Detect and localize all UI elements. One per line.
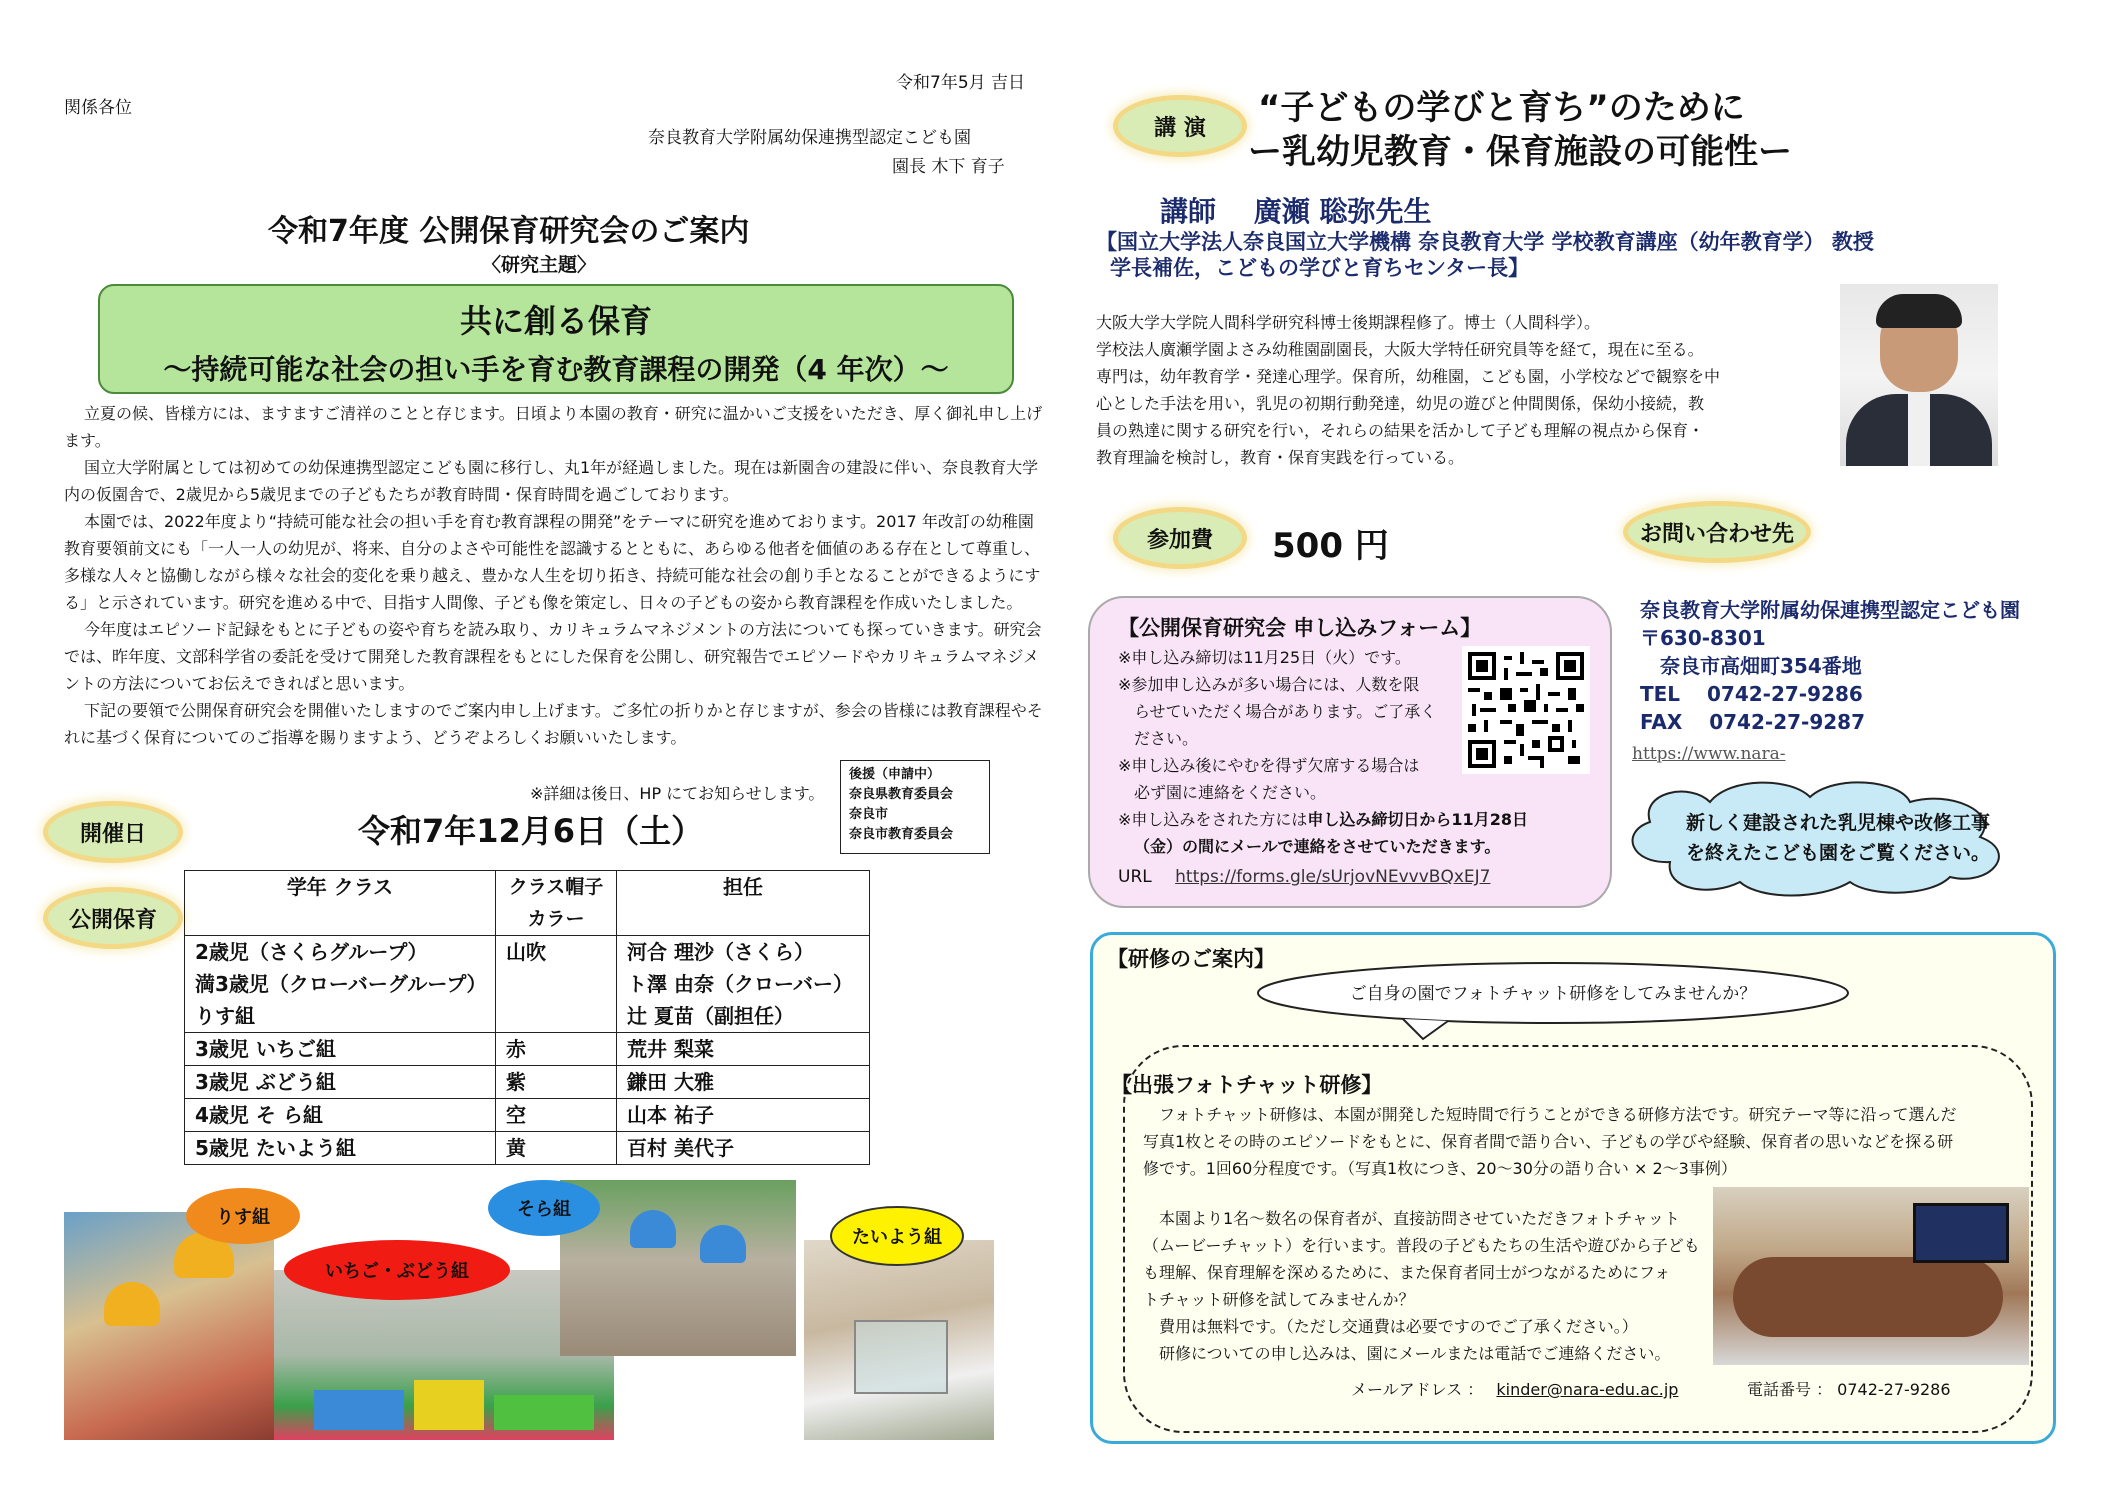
form-notes: [1118, 644, 1448, 806]
table-cell: 鎌田 大雅: [617, 1066, 870, 1099]
form-note: らせていただく場合があります。ご了承く: [1118, 702, 1437, 721]
cell-line: りす組: [195, 1004, 255, 1028]
cloud-line: を終えたこども園をご覧ください。: [1686, 842, 1991, 864]
recipients: 関係各位: [64, 98, 132, 118]
outreach-text-2: [1143, 1205, 1703, 1367]
speaker-bio: [1096, 309, 1836, 471]
bio-line: 専門は，幼年教育学・発達心理学。保育所，幼稚園，こども園，小学校などで観察を中: [1096, 367, 1721, 386]
website-link[interactable]: https://www.nara-: [1632, 744, 1786, 764]
table-header: 学年 クラス: [185, 871, 496, 936]
table-cell: 3歳児 いちご組: [185, 1033, 496, 1066]
table-row: [185, 936, 870, 1033]
outreach-title: 【出張フォトチャット研修】: [1111, 1073, 1383, 1097]
theme-box: [98, 284, 1014, 394]
outreach-line: 修です。1回60分程度です。（写真1枚につき、20～30分の語り合い × 2～3事例）: [1143, 1159, 1737, 1178]
form-note: ※申し込みをされた方には: [1118, 810, 1308, 829]
outreach-text: [1143, 1101, 2023, 1182]
phone-number: 電話番号 ： 0742-27-9286: [1747, 1380, 1951, 1399]
application-form-box: [1088, 596, 1612, 908]
theme-sub: ～持続可能な社会の担い手を育む教育課程の開発（4 年次）～: [163, 353, 949, 386]
training-box: [1090, 932, 2056, 1444]
table-cell: 4歳児 そ ら組: [185, 1099, 496, 1132]
contact-line: FAX 0742-27-9287: [1640, 710, 1865, 734]
email-label: メールアドレス ：: [1351, 1380, 1484, 1399]
table-row: [185, 1099, 870, 1132]
event-date: 令和7年12月6日（土）: [358, 812, 704, 850]
training-title: 【研修のご案内】: [1107, 947, 1275, 971]
table-header-row: [185, 871, 870, 936]
form-note-bold: 申し込み締切日から11月28日: [1307, 810, 1528, 829]
support-item: 奈良市: [849, 807, 889, 822]
label-risu: りす組: [186, 1188, 300, 1244]
cell-line: 辻 夏苗（副担任）: [627, 1004, 794, 1028]
outreach-line: （ムービーチャット）を行います。普段の子どもたちの生活や遊びから子ども: [1143, 1236, 1700, 1255]
table-cell: 山本 祐子: [617, 1099, 870, 1132]
form-url-row: [1118, 864, 1490, 891]
table-cell: [617, 936, 870, 1033]
training-photo: [1713, 1187, 2029, 1365]
table-row: [185, 1066, 870, 1099]
form-note: ※申し込み締切は11月25日（火）です。: [1118, 648, 1411, 667]
table-cell: 空: [496, 1099, 617, 1132]
support-box: [840, 760, 990, 854]
outreach-line: 写真1枚とその時のエピソードをもとに、保育者間で語り合い、子どもの学びや経験、保育者の思いなどを探る研: [1143, 1132, 1954, 1151]
contact-line: 奈良教育大学附属幼保連携型認定こども園: [1640, 598, 2020, 622]
speaker-affiliation: 学長補佐，こどもの学びと育ちセンター長】: [1110, 256, 1530, 280]
cloud-text: [1686, 808, 1990, 868]
support-item: 奈良市教育委員会: [849, 827, 954, 842]
table-row: [185, 1132, 870, 1165]
table-cell: [185, 936, 496, 1033]
class-table: [184, 870, 870, 1165]
contact-line: 〒630-8301: [1640, 626, 1766, 650]
intro-paragraph: 本園では、2022年度より“持続可能な社会の担い手を育む教育課程の開発”をテーマに研究を進めております。2017 年改訂の幼稚園教育要領前文にも「一人一人の幼児が、将来、自分のよさや可能性を認識するとともに、あらゆる他者を価値のある存在として尊重し、多様な人々と協働しながら様々な社会的変化を乗り越え、豊かな人生を切り拓き、持続可能な社会の創り手となることができるようにする」と示されています。研究を進める中で、目指す人間像、子ども像を策定し、日々の子どもの姿から教育課程を作成いたしました。: [64, 512, 1041, 612]
public-label-pill: 公開保育: [48, 892, 178, 944]
support-item: 奈良県教育委員会: [849, 787, 954, 802]
sender-director: 園長 木下 育子: [892, 157, 1005, 177]
contact-label-pill: お問い合わせ先: [1628, 506, 1806, 558]
table-row: [185, 1033, 870, 1066]
email-row: [1351, 1377, 1678, 1400]
form-note: ※申し込み後にやむを得ず欠席する場合は: [1118, 756, 1420, 775]
url-label: URL: [1118, 867, 1152, 887]
table-cell: 荒井 梨菜: [617, 1033, 870, 1066]
speaker-affiliation: 【国立大学法人奈良国立大学機構 奈良教育大学 学校教育講座（幼年教育学） 教授: [1096, 230, 1874, 254]
form-title: 【公開保育研究会 申し込みフォーム】: [1118, 616, 1482, 640]
fee-label-pill: 参加費: [1118, 512, 1242, 564]
bio-line: 大阪大学大学院人間科学研究科博士後期課程修了。博士（人間科学）。: [1096, 313, 1601, 332]
document-date: 令和7年5月 吉日: [896, 73, 1026, 93]
theme-main: 共に創る保育: [459, 302, 652, 340]
contact-info: [1640, 596, 2020, 736]
table-header: 担任: [617, 871, 870, 936]
bio-line: 員の熟達に関する研究を行い，それらの結果を活かして子ども理解の視点から保育・: [1096, 421, 1705, 440]
table-cell: 山吹: [496, 936, 617, 1033]
label-sora: そら組: [488, 1180, 600, 1236]
contact-line: 奈良市高畑町354番地: [1640, 654, 1862, 678]
table-cell: 紫: [496, 1066, 617, 1099]
intro-paragraph: 国立大学附属としては初めての幼保連携型認定こども園に移行し、丸1年が経過しました。現在は新園舎の建設に伴い、奈良教育大学内の仮園舎で、2歳児から5歳児までの子どもたちが教育時間・保育時間を過ごしております。: [64, 458, 1039, 504]
photo-risu: [64, 1212, 274, 1440]
fee-amount: 500 円: [1272, 526, 1389, 566]
lecture-label-pill: 講 演: [1118, 100, 1242, 152]
table-cell: 3歳児 ぶどう組: [185, 1066, 496, 1099]
form-note: ださい。: [1118, 729, 1199, 748]
bio-line: 学校法人廣瀬学園よさみ幼稚園副園長，大阪大学特任研究員等を経て，現在に至る。: [1096, 340, 1704, 359]
table-cell: 黄: [496, 1132, 617, 1165]
training-bubble-text: ご自身の園でフォトチャット研修をしてみませんか？: [1349, 984, 1757, 1004]
photo-taiyou: [804, 1240, 994, 1440]
page-title: 令和7年度 公開保育研究会のご案内: [268, 214, 750, 249]
label-ichigo-budou: いちご・ぶどう組: [284, 1240, 510, 1300]
intro-paragraph: 立夏の候、皆様方には、ますますご清祥のことと存じます。日頃より本園の教育・研究に温かいご支援をいただき、厚く御礼申し上げます。: [64, 404, 1043, 450]
label-taiyou: たいよう組: [830, 1206, 964, 1266]
contact-line: TEL 0742-27-9286: [1640, 682, 1863, 706]
outreach-line: トチャット研修を試してみませんか？: [1143, 1290, 1415, 1309]
cell-line: ト澤 由奈（クローバー）: [627, 972, 853, 996]
outreach-line: 費用は無料です。（ただし交通費は必要ですのでご了承ください。）: [1143, 1317, 1638, 1336]
support-title: 後援（申請中）: [849, 767, 941, 782]
lecture-title-1: “子どもの学びと育ち”のために: [1258, 88, 1745, 128]
form-note-bold: （金）の間にメールで連絡をさせていただきます。: [1134, 837, 1501, 856]
lecture-title-2: ー乳幼児教育・保育施設の可能性ー: [1248, 132, 1792, 172]
cell-line: 2歳児（さくらグループ）: [195, 940, 428, 964]
outreach-line: も理解、保育理解を深めるために、また保育者同士がつながるためにフォ: [1143, 1263, 1671, 1282]
form-url-link[interactable]: https://forms.gle/sUrjovNEvvvBQxEJ7: [1175, 867, 1491, 887]
speaker-photo: [1840, 284, 1998, 466]
table-cell: 赤: [496, 1033, 617, 1066]
form-note: ※参加申し込みが多い場合には、人数を限: [1118, 675, 1420, 694]
table-cell: 百村 美代子: [617, 1132, 870, 1165]
speaker-name: 講師 廣瀬 聡弥先生: [1160, 195, 1432, 228]
intro-paragraph: 下記の要領で公開保育研究会を開催いたしますのでご案内申し上げます。ご多忙の折りかと存じますが、参会の皆様には教育課程やそれに基づく保育についてのご指導を賜りますよう、どうぞよろしくお願いいたします。: [64, 701, 1043, 747]
outreach-line: 研修についての申し込みは、園にメールまたは電話でご連絡ください。: [1143, 1344, 1671, 1363]
bio-line: 心とした手法を用い，乳児の初期行動発達，幼児の遊びと仲間関係，保幼小接続，教: [1096, 394, 1705, 413]
form-note: 必ず園に連絡をください。: [1118, 783, 1327, 802]
cloud-line: 新しく建設された乳児棟や改修工事: [1686, 812, 1991, 834]
email-link[interactable]: kinder@nara-edu.ac.jp: [1496, 1380, 1679, 1399]
theme-label: 〈研究主題〉: [482, 254, 597, 276]
qr-code-icon: [1468, 652, 1584, 768]
date-label-pill: 開催日: [48, 806, 178, 858]
hp-note: ※詳細は後日、HP にてお知らせします。: [530, 784, 825, 803]
table-cell: 5歳児 たいよう組: [185, 1132, 496, 1165]
form-note-email: [1118, 806, 1528, 833]
qr-code[interactable]: [1462, 646, 1590, 774]
outreach-line: フォトチャット研修は、本園が開発した短時間で行うことができる研修方法です。研究テーマ等に沿って選んだ: [1143, 1105, 1957, 1124]
intro-text: [64, 400, 1044, 751]
outreach-line: 本園より1名～数名の保育者が、直接訪問させていただきフォトチャット: [1143, 1209, 1680, 1228]
table-header: クラス帽子カラー: [496, 871, 617, 936]
cell-line: 満3歳児（クローバーグループ）: [195, 972, 487, 996]
cell-line: 河合 理沙（さくら）: [627, 940, 814, 964]
intro-paragraph: 今年度はエピソード記録をもとに子どもの姿や育ちを読み取り、カリキュラムマネジメントの方法についても探っていきます。研究会では、昨年度、文部科学省の委託を受けて開発した教育課程をもとにした保育を公開し、研究報告でエピソードやカリキュラムマネジメントの方法についてお伝えできればと思います。: [64, 620, 1042, 693]
bio-line: 教育理論を検討し，教育・保育実践を行っている。: [1096, 448, 1465, 467]
sender-org: 奈良教育大学附属幼保連携型認定こども園: [648, 128, 971, 148]
